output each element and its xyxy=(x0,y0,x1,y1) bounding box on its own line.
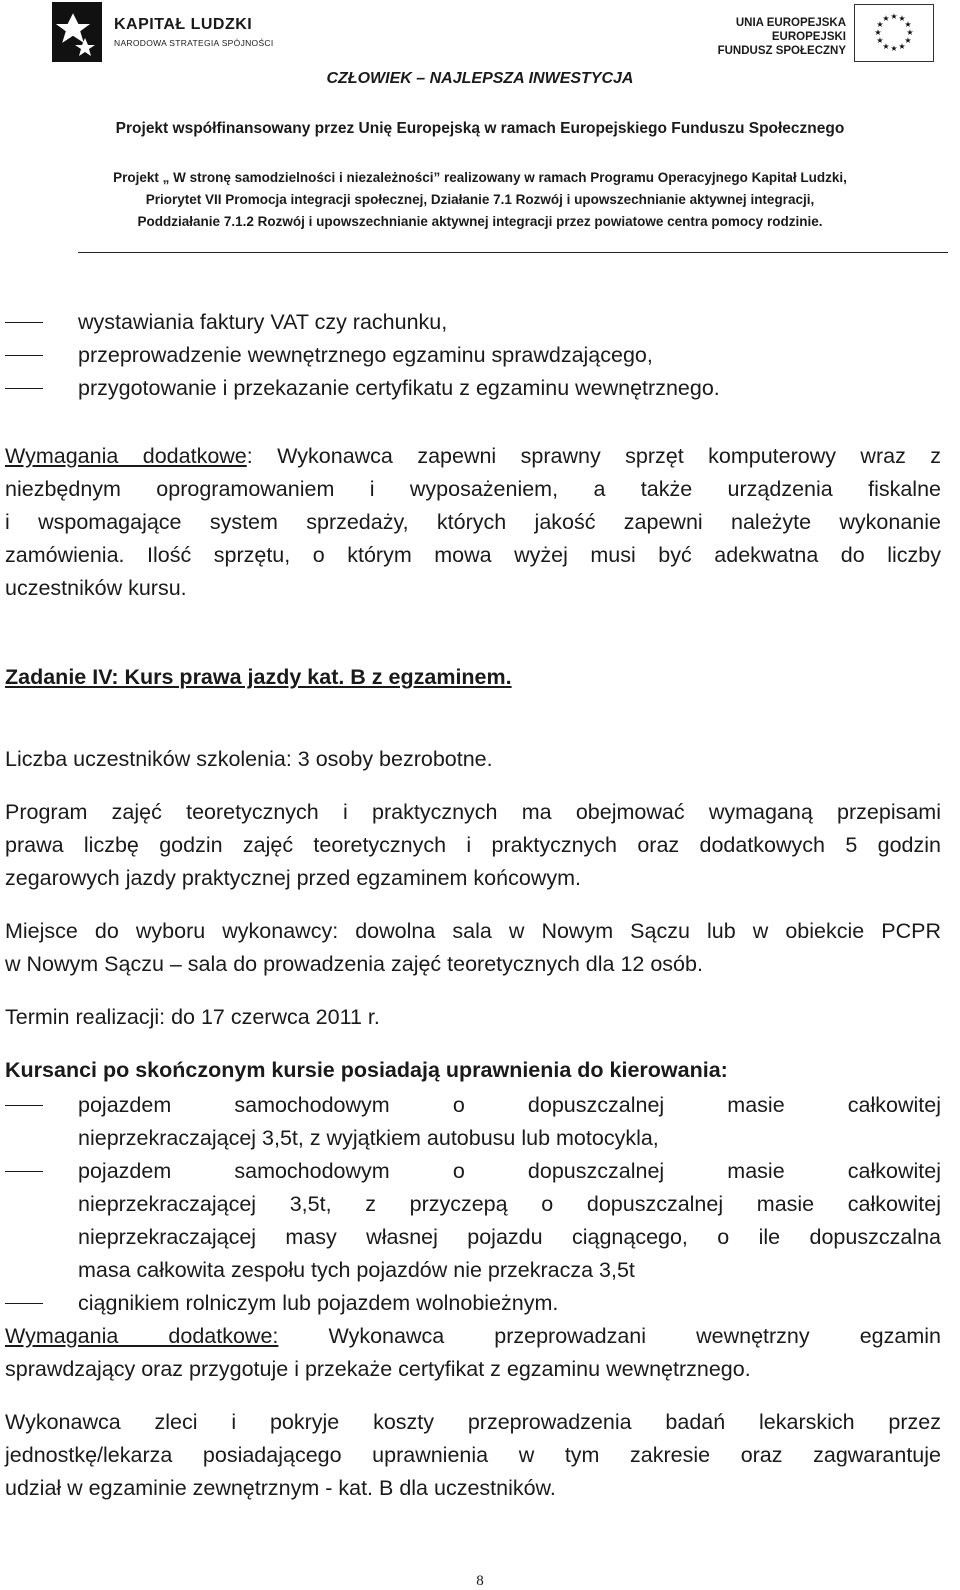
project-line-3: Poddziałanie 7.1.2 Rozwój i upowszechnianie aktywnej integracji przez powiatowe centra pomocy rodzinie. xyxy=(137,214,823,229)
bullet-dash xyxy=(5,1303,43,1304)
medical-line-2: jednostkę/lekarza posiadającego uprawnienia w tym zakresie oraz zagwarantuje xyxy=(5,1443,941,1467)
rights-b2-line-1: pojazdem samochodowym o dopuszczalnej masie całkowitej xyxy=(78,1159,941,1183)
eu-logo xyxy=(686,2,946,64)
eu-logo-line2: EUROPEJSKI xyxy=(771,31,846,43)
logo-left-title: KAPITAŁ LUDZKI xyxy=(114,16,253,33)
eu-logo-line1: UNIA EUROPEJSKA xyxy=(735,17,846,29)
slogan: CZŁOWIEK – NAJLEPSZA INWESTYCJA xyxy=(326,70,634,87)
cofinance-note: Projekt współfinansowany przez Unię Europejską w ramach Europejskiego Funduszu Społecznego xyxy=(115,120,845,137)
req1-text: : Wykonawca zapewni sprawny sprzęt komputerowy wraz z xyxy=(246,444,942,468)
svg-text:★: ★ xyxy=(874,28,882,37)
participants: Liczba uczestników szkolenia: 3 osoby bezrobotne. xyxy=(5,747,493,771)
project-line-1: Projekt „ W stronę samodzielności i niezależności” realizowany w ramach Programu Operacyjnego Kapitał Ludzki, xyxy=(113,170,847,185)
rights-b2-line-4: masa całkowita zespołu tych pojazdów nie przekracza 3,5t xyxy=(78,1258,635,1282)
svg-text:★: ★ xyxy=(890,44,898,53)
svg-text:★: ★ xyxy=(890,12,898,21)
svg-text:★: ★ xyxy=(898,42,906,51)
req2-line-1 xyxy=(5,1323,941,1349)
req1-label: Wymagania dodatkowe xyxy=(5,444,247,468)
svg-text:★: ★ xyxy=(882,42,890,51)
rights-b1-line-1: pojazdem samochodowym o dopuszczalnej masie całkowitej xyxy=(78,1093,941,1117)
list-item: przygotowanie i przekazanie certyfikatu z egzaminu wewnętrznego. xyxy=(78,376,720,400)
header-divider xyxy=(78,252,948,253)
program-line-3: zegarowych jazdy praktycznej przed egzaminem końcowym. xyxy=(5,866,581,890)
svg-text:★: ★ xyxy=(898,14,906,23)
req1-line-3: i wspomagające system sprzedaży, których jakość zapewni należyte wykonanie xyxy=(5,510,941,534)
svg-text:★: ★ xyxy=(882,14,890,23)
eu-logo-line3: FUNDUSZ SPOŁECZNY xyxy=(717,45,846,57)
rights-heading: Kursanci po skończonym kursie posiadają uprawnienia do kierowania: xyxy=(5,1058,728,1082)
logo-left-subtitle: NARODOWA STRATEGIA SPÓJNOŚCI xyxy=(114,38,274,48)
req2-text: Wykonawca przeprowadzani wewnętrzny egzamin xyxy=(328,1324,941,1348)
medical-line-3: udział w egzaminie zewnętrznym - kat. B dla uczestników. xyxy=(5,1476,556,1500)
bullet-dash xyxy=(5,355,43,356)
project-line-2: Priorytet VII Promocja integracji społecznej, Działanie 7.1 Rozwój i upowszechnianie aktywnej integracji, xyxy=(145,192,815,207)
rights-b2-line-3: nieprzekraczającej masy własnej pojazdu ciągnącego, o ile dopuszczalna xyxy=(78,1225,941,1249)
rights-b2-line-2: nieprzekraczającej 3,5t, z przyczepą o dopuszczalnej masie całkowitej xyxy=(78,1192,941,1216)
medical-line-1: Wykonawca zleci i pokryje koszty przeprowadzenia badań lekarskich przez xyxy=(5,1410,941,1434)
req1-line-1 xyxy=(5,443,941,469)
svg-text:★: ★ xyxy=(904,36,912,45)
req2-label: Wymagania dodatkowe: xyxy=(5,1324,279,1348)
bullet-dash xyxy=(5,388,43,389)
page-number: 8 xyxy=(476,1573,484,1589)
eu-flag-icon xyxy=(854,4,934,62)
place-line-2: w Nowym Sączu – sala do prowadzenia zajęć teoretycznych dla 12 osób. xyxy=(5,952,703,976)
req1-line-5: uczestników kursu. xyxy=(5,576,187,600)
kapital-ludzki-emblem-icon xyxy=(52,2,102,62)
kapital-ludzki-logo xyxy=(52,2,292,62)
svg-text:★: ★ xyxy=(876,36,884,45)
svg-text:★: ★ xyxy=(906,28,914,37)
program-line-1: Program zajęć teoretycznych i praktycznych ma obejmować wymaganą przepisami xyxy=(5,800,941,824)
bullet-dash xyxy=(5,1171,43,1172)
svg-text:★: ★ xyxy=(904,20,912,29)
task-title: Zadanie IV: Kurs prawa jazdy kat. B z egzaminem. xyxy=(5,665,512,689)
req1-line-2: niezbędnym oprogramowaniem i wyposażeniem, a także urządzenia fiskalne xyxy=(5,477,941,501)
list-item: przeprowadzenie wewnętrznego egzaminu sprawdzającego, xyxy=(78,343,653,367)
rights-b3-line-1: ciągnikiem rolniczym lub pojazdem wolnobieżnym. xyxy=(78,1291,559,1315)
rights-b1-line-2: nieprzekraczającej 3,5t, z wyjątkiem autobusu lub motocykla, xyxy=(78,1126,659,1150)
req1-line-4: zamówienia. Ilość sprzętu, o którym mowa wyżej musi być adekwatna do liczby xyxy=(5,543,941,567)
place-line-1: Miejsce do wyboru wykonawcy: dowolna sala w Nowym Sączu lub w obiekcie PCPR xyxy=(5,919,941,943)
deadline: Termin realizacji: do 17 czerwca 2011 r. xyxy=(5,1005,380,1029)
list-item: wystawiania faktury VAT czy rachunku, xyxy=(78,310,448,334)
bullet-dash xyxy=(5,322,43,323)
program-line-2: prawa liczbę godzin zajęć teoretycznych i praktycznych oraz dodatkowych 5 godzin xyxy=(5,833,941,857)
req2-line-2: sprawdzający oraz przygotuje i przekaże certyfikat z egzaminu wewnętrznego. xyxy=(5,1357,751,1381)
bullet-dash xyxy=(5,1105,43,1106)
svg-text:★: ★ xyxy=(876,20,884,29)
eu-logo-text xyxy=(718,16,846,58)
